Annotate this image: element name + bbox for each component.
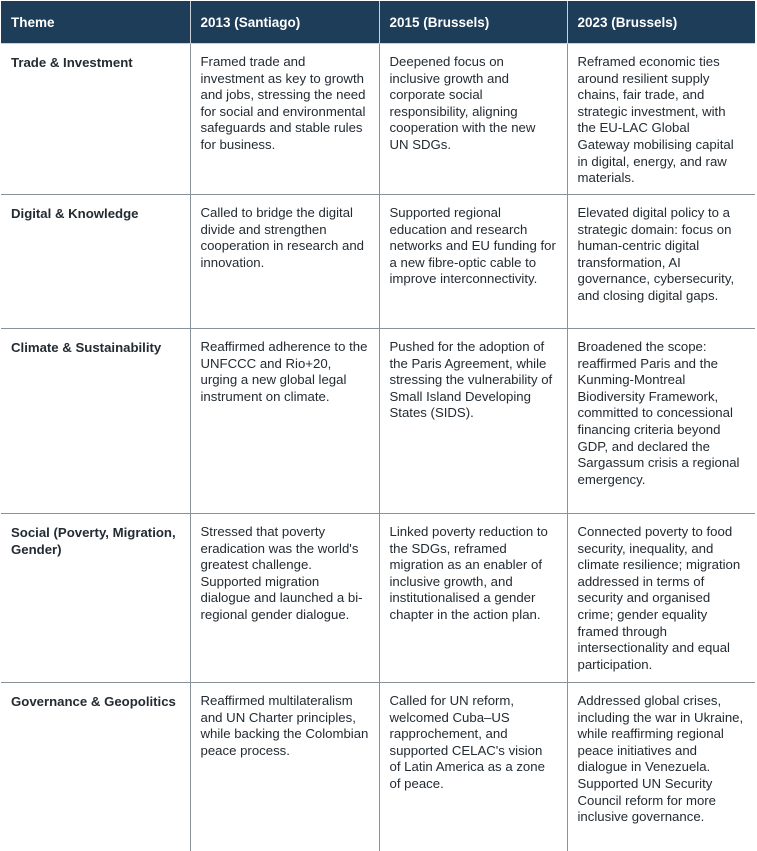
cell-2013: Reaffirmed adherence to the UNFCCC and Rio+20, urging a new global legal instrument on climate. (190, 329, 379, 514)
cell-2013: Stressed that poverty eradication was the world's greatest challenge. Supported migration dialogue and launched a bi-regional gender dialogue. (190, 514, 379, 683)
theme-cell: Social (Poverty, Migration, Gender) (1, 514, 190, 683)
header-2023: 2023 (Brussels) (567, 1, 755, 44)
header-2013: 2013 (Santiago) (190, 1, 379, 44)
cell-2013: Called to bridge the digital divide and strengthen cooperation in research and innovation. (190, 195, 379, 329)
cell-2023: Broadened the scope: reaffirmed Paris and the Kunming-Montreal Biodiversity Framework, committed to concessional financing criteria beyond GDP, and declared the Sargassum crisis a regional emergency. (567, 329, 755, 514)
cell-2023: Reframed economic ties around resilient supply chains, fair trade, and strategic investment, with the EU-LAC Global Gateway mobilising capital in digital, energy, and raw materials. (567, 44, 755, 195)
header-2015: 2015 (Brussels) (379, 1, 567, 44)
theme-cell: Trade & Investment (1, 44, 190, 195)
theme-cell: Digital & Knowledge (1, 195, 190, 329)
cell-2013: Framed trade and investment as key to growth and jobs, stressing the need for social and environmental safeguards and stable rules for business. (190, 44, 379, 195)
theme-cell: Climate & Sustainability (1, 329, 190, 514)
table-row (1, 44, 755, 195)
header-theme: Theme (1, 1, 190, 44)
cell-2015: Deepened focus on inclusive growth and corporate social responsibility, aligning cooperation with the new UN SDGs. (379, 44, 567, 195)
cell-2023: Addressed global crises, including the war in Ukraine, while reaffirming regional peace initiatives and dialogue in Venezuela. Supported UN Security Council reform for more inclusive governance. (567, 683, 755, 851)
cell-2023: Connected poverty to food security, inequality, and climate resilience; migration addressed in terms of security and organised crime; gender equality framed through intersectionality and equal participation. (567, 514, 755, 683)
cell-2015: Linked poverty reduction to the SDGs, reframed migration as an enabler of inclusive growth, and institutionalised a gender chapter in the action plan. (379, 514, 567, 683)
cell-2015: Called for UN reform, welcomed Cuba–US rapprochement, and supported CELAC's vision of Latin America as a zone of peace. (379, 683, 567, 851)
table-row (1, 683, 755, 851)
cell-2023: Elevated digital policy to a strategic domain: focus on human-centric digital transformation, AI governance, cybersecurity, and closing digital gaps. (567, 195, 755, 329)
table-row (1, 329, 755, 514)
theme-cell: Governance & Geopolitics (1, 683, 190, 851)
cell-2015: Supported regional education and research networks and EU funding for a new fibre-optic cable to improve interconnectivity. (379, 195, 567, 329)
cell-2015: Pushed for the adoption of the Paris Agreement, while stressing the vulnerability of Small Island Developing States (SIDS). (379, 329, 567, 514)
cell-2013: Reaffirmed multilateralism and UN Charter principles, while backing the Colombian peace process. (190, 683, 379, 851)
comparison-table-container (1, 1, 755, 851)
table-row (1, 514, 755, 683)
table-header-row (1, 1, 755, 44)
table-row (1, 195, 755, 329)
summit-comparison-table (1, 1, 755, 851)
